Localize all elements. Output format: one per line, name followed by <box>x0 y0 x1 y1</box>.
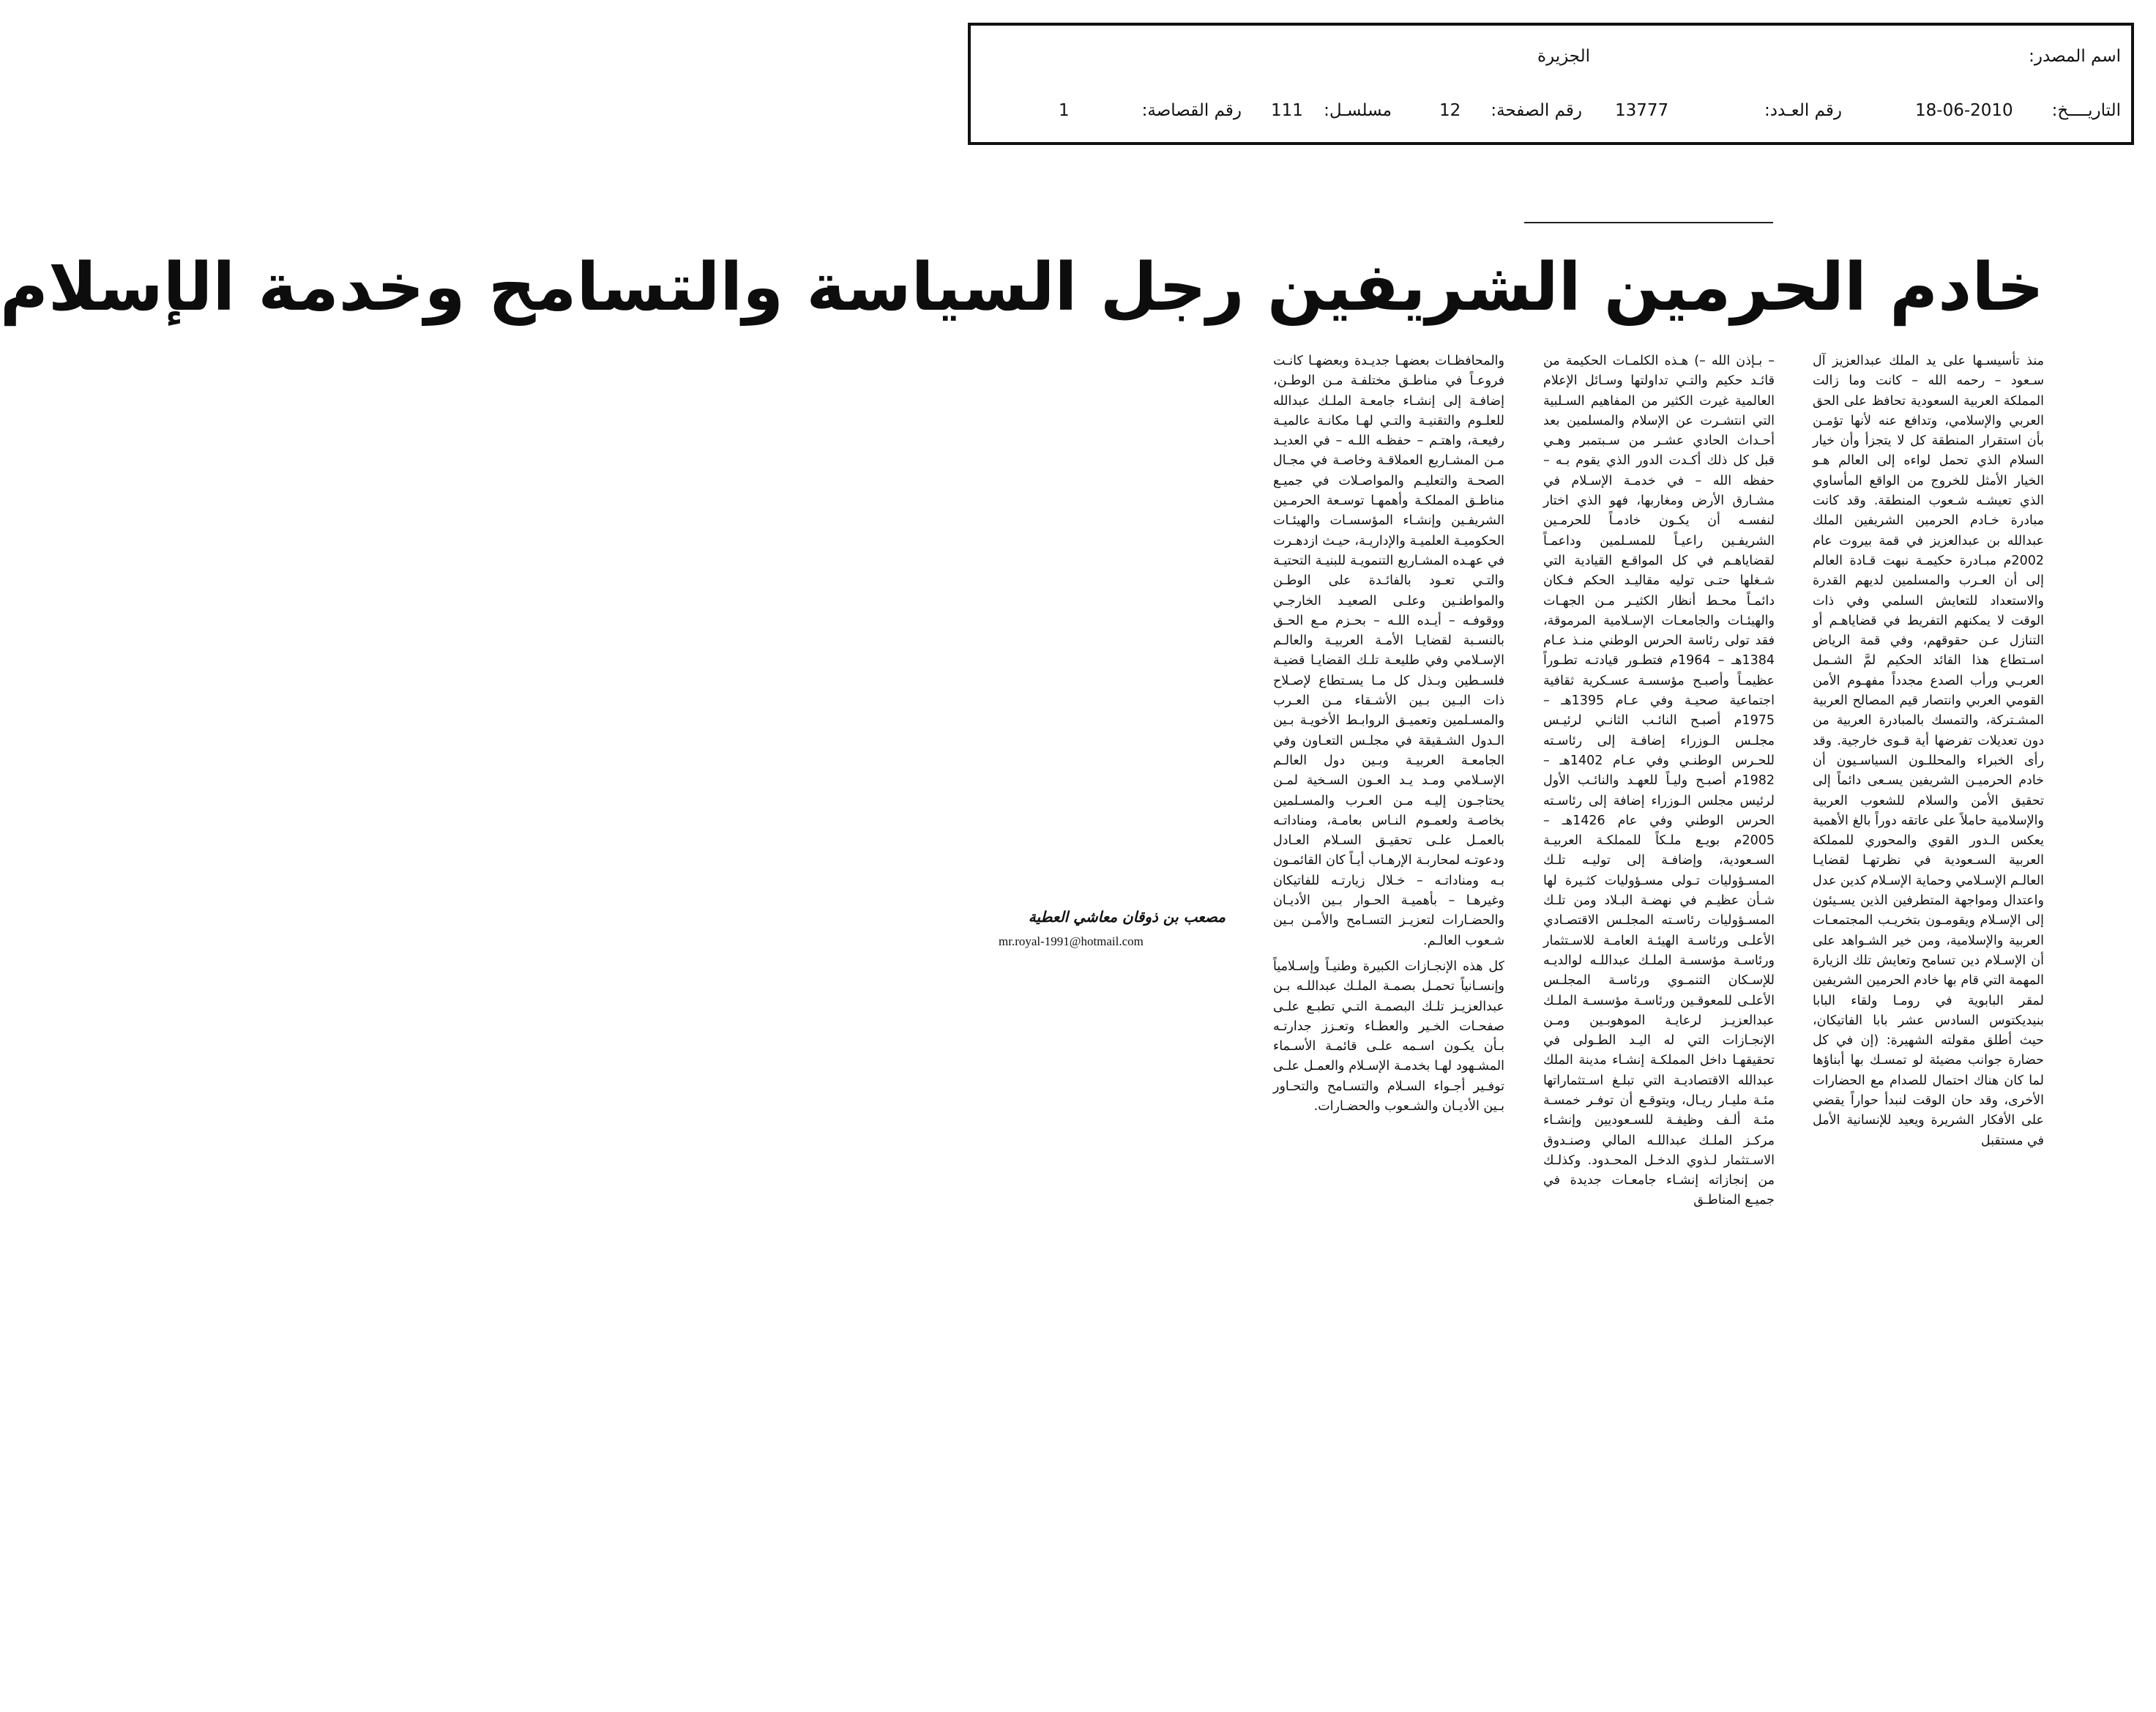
metadata-row-details <box>971 96 2131 125</box>
clip-number-value: 1 <box>1059 101 1070 120</box>
serial-value: 111 <box>1271 101 1303 120</box>
date-label: التاريــــخ: <box>2051 101 2121 120</box>
author-byline: مصعب بن ذوقان معاشي العطية <box>1028 908 1226 926</box>
date-value: 18-06-2010 <box>1915 101 2013 120</box>
column-3-text: والمحافظـات بعضهـا جديـدة وبعضهـا كانـت فروعـاً في مناطـق مختلفـة مـن الوطـن، إضافـة إلى إنشـاء جامعـة الملـك عبدالله للعلـوم والتقنيـة والتـي لهـا مكانـة عالميـة رفيعـة، واهتـم – حفظـه اللـه – في العديـد مـن المشـاريع العملاقـة وخاصـة في مجـال الصحـة والتعليـم والمواصـلات في جميـع مناطـق المملكـة وأهمهـا توسـعة الحرمـين الشريفـين وإنشـاء المؤسسـات والهيئـات الحكوميـة العلميـة والإداريـة، حيـث ازدهـرت في عهـده المشـاريع التنمويـة للبنيـة التحتيـة والتـي تعـود بالفائـدة على الوطـن والمواطنـين وعلـى الصعيـد الخارجـي ووقوفـه – أيـده اللـه – بحـزم مـع الحـق بالنسـبة لقضايـا الأمـة العربيـة والعالـم الإسـلامي وفي طليعـة تلـك القضايـا قضيـة فلسـطين وبـذل كل مـا يسـتطاع لإصـلاح ذات البـين بـين الأشـقاء مـن العـرب والمسـلمين وتعميـق الروابـط الأخويـة بـين الـدول الشـقيقة في مجلـس التعـاون وفي الجامعـة العربيـة وبـين دول العالـم الإسـلامي ومـد يـد العـون السـخية لمـن يحتاجـون إليـه مـن العـرب والمسـلمين بخاصـة ولعمـوم النـاس بعامـة، ومناداتـه بالعمـل علـى تحقيـق السـلام العـادل ودعوتـه لمحاربـة الإرهـاب أيـاً كان القائمـون بـه ومناداتـه – خـلال زيارتـه للفاتيكان وغيرهـا – بأهميـة الحـوار بـين الأديـان والحضـارات لتعزيـز التسـامح والأمـن بـين شـعوب العالـم. <box>1273 354 1504 948</box>
page-value: 12 <box>1439 101 1461 120</box>
column-2-text: – بـإذن الله –) هـذه الكلمـات الحكيمة من قائـد حكيم والتـي تداولتها وسـائل الإعلام العالمية غيرت الكثير من المفاهيم السـلبية التي انتشـرت عن الإسلام والمسلمين بعد أحـداث الحادي عشـر من سـبتمبر وهـي قبل كل ذلك أكـدت الدور الذي يقوم بـه – حفظه الله – في خدمـة الإسـلام في مشـارق الأرض ومغاربها، فهو الذي اختار لنفسـه أن يكـون خادمـاً للحرمـين الشريفـين راعيـاً للمسـلمين وداعمـاً لقضاياهـم في كل المواقـع القيادية التي شـغلها حتـى توليه مقاليـد الحكم فـكان دائمـاً محـط أنظار الكثيـر مـن الجهـات والهيئـات والجامعـات الإسـلامية المرموقة، فقد تولى رئاسة الحرس الوطني منـذ عـام 1384هـ – 1964م فتطـور قيادتـه تطـوراً عظيمـاً وأصبـح مؤسسـة عسـكرية ثقافية اجتماعية صحيـة وفي عـام 1395هـ – 1975م أصبـح النائـب الثانـي لرئيـس مجلـس الـوزراء إضافـة إلى رئاسـته للحـرس الوطنـي وفي عـام 1402هـ – 1982م أصبـح وليـاً للعهـد والنائـب الأول لرئيس مجلس الـوزراء إضافة إلى رئاسـته الحرس الوطني وفي عام 1426هـ – 2005م بويـع ملـكاً للمملكـة العربيـة السـعودية، وإضافـة إلى توليـه تلـك المسـؤوليات تـولى مسـؤوليات كثـيرة لها شـأن عظيـم في نهضـة البـلاد ومن تلـك المسـؤوليات رئاسـته المجلـس الاقتصـادي الأعلـى ورئاسـة الهيئـة العامـة للاسـتثمار ورئاسـة مؤسسـة الملـك عبداللـه لوالديـه للإسـكان التنمـوي ورئاسـة المجلـس الأعلـى للمعوقـين ورئاسـة مؤسسـة الملـك عبدالعزيـز لرعايـة الموهوبـين ومـن الإنجـازات التي له اليـد الطـولى في تحقيقهـا داخل المملكـة إنشـاء مدينة الملك عبدالله الاقتصاديـة التي تبلـغ اسـتثماراتها مئـة مليـار ريـال، ويتوقـع أن توفـر خمسـة مئـة ألـف وظيفـة للسـعوديين وإنشـاء مركـز الملـك عبداللـه المالي وصنـدوق الاسـتثمار لـذوي الدخـل المحـدود. وكذلـك من إنجازاته إنشـاء جامعـات جديدة في جميـع المناطـق <box>1543 354 1775 1208</box>
headline-rule <box>1524 222 1773 223</box>
issue-value: 13777 <box>1615 101 1669 120</box>
page-label: رقم الصفحة: <box>1491 101 1582 120</box>
article-headline: خادم الحرمين الشريفين رجل السياسة والتسامح وخدمة الإسلام <box>0 249 2044 326</box>
article-column-2 <box>1543 351 1775 1208</box>
article-column-1 <box>1813 351 2044 1148</box>
clipping-metadata-box <box>968 23 2134 145</box>
article-column-3 <box>1273 351 1504 1114</box>
issue-label: رقم العـدد: <box>1764 101 1842 120</box>
column-3-closing-paragraph: كل هذه الإنجـازات الكبيرة وطنيـاً وإسـلامياً وإنسـانياً تحمـل بصمـة الملـك عبداللـه بـن عبدالعزيـز تلـك البصمـة التـي تطبـع علـى صفحـات الخـير والعطـاء وتعـزز جدارتـه بـأن يكـون اسـمه علـى قائمـة الأسـماء المشـهود لهـا بخدمـة الإسـلام والعمـل علـى توفـير أجـواء السـلام والتسـامح والتحـاور بـين الأديـان والشـعوب والحضـارات. <box>1273 959 1504 1114</box>
author-email: mr.royal-1991@hotmail.com <box>999 934 1144 948</box>
source-label: اسم المصدر: <box>2029 47 2121 66</box>
source-value: الجزيرة <box>1537 47 1591 66</box>
metadata-row-source <box>971 42 2131 71</box>
clip-number-label: رقم القصاصة: <box>1141 101 1242 120</box>
serial-label: مسلسـل: <box>1324 101 1392 120</box>
column-1-text: منذ تأسيسـها على يد الملك عبدالعزيز آل سـعود – رحمه الله – كانت وما زالت المملكة العربية السعودية تحافظ على الحق العربي والإسلامي، وتدافع عنه لأنها تؤمـن بأن استقرار المنطقة كل لا يتجزأ وأن خيار السلام الذي تحمل لواءه إلى العالم هـو الخيار الأمثل للخروج من الواقع المأساوي الذي تعيشـه شـعوب المنطقة. وقد كانت مبادرة خـادم الحرمين الشريفين الملك عبدالله بن عبدالعزيز في قمة بيروت عام 2002م مبـادرة حكيمـة نبهت قـادة العالم إلى أن العـرب والمسلمين لديهم القدرة والاستعداد للتعايش السلمي وفي ذات الوقت لا يمكنهم التفريط في قضاياهـم أو التنازل عـن حقوقهم، وفي قمة الرياض اسـتطاع هذا القائد الحكيم لمَّ الشـمل العربـي ورأب الصدع مجدداً مفهـوم الأمن القومي العربي وانتصار قيم المصالح العربية المشـتركة، والتمسك بالمبادرة العربية من دون تعديلات تفرضها أية قـوى خارجية. وقد رأى الخبراء والمحللـون السياسـيون أن خادم الحرميـن الشريفين يسـعى دائماً إلى تحقيق الأمن والسلام للشعوب العربية والإسلامية حاملاً على عاتقه دوراً بالغ الأهمية يعكس الـدور القوي والمحوري للمملكة العربية السـعودية في نظرتهـا لقضايـا العالـم الإسـلامي وحماية الإسـلام كدين عدل واعتدال ومواجهة المتطرفين الذين يسـيئون إلى الإسـلام ويقومـون بتخريـب المجتمعـات العربية والإسلامية، ومن خير الشـواهد على أن الإسـلام دين تسامح وتعايش تلك الزيارة المهمة التي قام بها خادم الحرمين الشريفين لمقر البابوية في رومـا ولقاء البابا بنيديكتوس السادس عشر بابا الفاتيكان، حيث أطلق مقولته الشهيرة: (إن في كل حضارة جوانب مضيئة لو تمسـك بها أبناؤها لما كان هناك احتمال للصدام مع الحضارات الأخرى، وقد حان الوقت لنبدأ حواراً يقضي على الأفكار الشريرة ويعيد للإنسانية الأمل في مستقبل <box>1813 354 2044 1148</box>
